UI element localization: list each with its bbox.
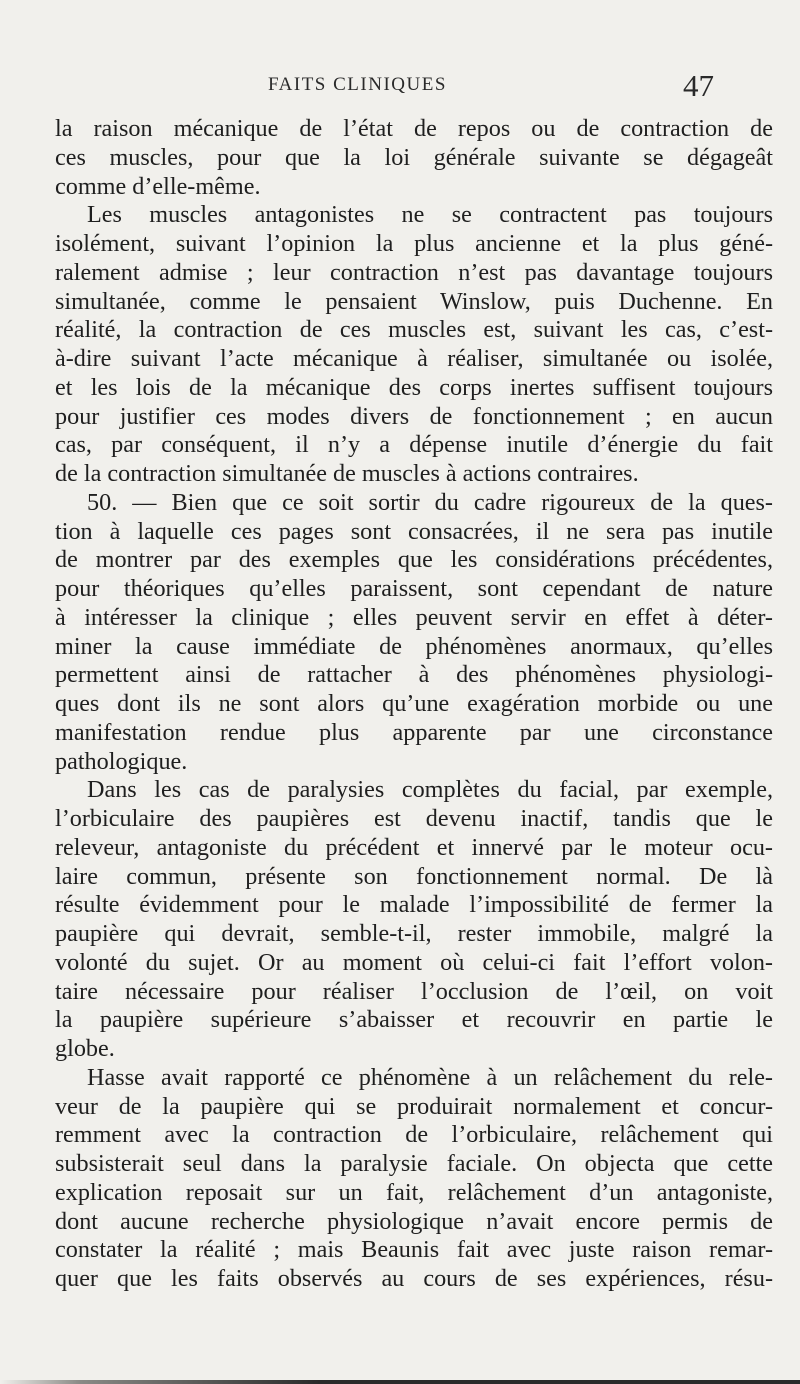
- text-line: l’orbiculaire des paupières est devenu inactif, tandis que le: [55, 805, 773, 832]
- text-line: 50. — Bien que ce soit sortir du cadre rigoureux de la ques-: [87, 488, 773, 516]
- text-line: comme d’elle-même.: [55, 172, 261, 200]
- text-line: pathologique.: [55, 747, 188, 775]
- text-line: paupière qui devrait, semble-t-il, rester immobile, malgré la: [55, 920, 773, 947]
- text-line: laire commun, présente son fonctionnement normal. De là: [55, 862, 773, 890]
- text-line: constater la réalité ; mais Beaunis fait avec juste raison remar-: [55, 1236, 773, 1264]
- text-line: pour justifier ces modes divers de fonctionnement ; en aucun: [55, 402, 773, 430]
- text-line: résulte évidemment pour le malade l’impossibilité de fermer la: [55, 891, 773, 919]
- text-line: isolément, suivant l’opinion la plus ancienne et la plus géné-: [55, 230, 773, 257]
- text-line: dont aucune recherche physiologique n’avait encore permis de: [55, 1207, 773, 1235]
- text-line: explication reposait sur un fait, relâchement d’un antagoniste,: [55, 1178, 773, 1206]
- text-line: volonté du sujet. Or au moment où celui-ci fait l’effort volon-: [55, 948, 773, 976]
- text-line: subsisterait seul dans la paralysie faciale. On objecta que cette: [55, 1150, 773, 1177]
- text-line: veur de la paupière qui se produirait normalement et concur-: [55, 1092, 773, 1120]
- text-line: de la contraction simultanée de muscles à actions contraires.: [55, 460, 639, 487]
- text-line: Les muscles antagonistes ne se contractent pas toujours: [87, 201, 773, 229]
- text-line: Hasse avait rapporté ce phénomène à un relâchement du rele-: [87, 1063, 773, 1091]
- text-line: de montrer par des exemples que les considérations précédentes,: [55, 546, 773, 574]
- text-line: globe.: [55, 1035, 115, 1062]
- text-line: taire nécessaire pour réaliser l’occlusion de l’œil, on voit: [55, 977, 773, 1005]
- scan-edge-rule: [0, 1380, 800, 1384]
- text-line: à intéresser la clinique ; elles peuvent servir en effet à déter-: [55, 603, 773, 631]
- body-text: [55, 115, 773, 1294]
- text-line: la raison mécanique de l’état de repos ou de contraction de: [55, 115, 773, 142]
- text-line: Dans les cas de paralysies complètes du facial, par exemple,: [87, 776, 773, 804]
- page-number: 47: [683, 68, 714, 103]
- text-line: cas, par conséquent, il n’y a dépense inutile d’énergie du fait: [55, 431, 773, 459]
- text-line: à-dire suivant l’acte mécanique à réaliser, simultanée ou isolée,: [55, 345, 773, 372]
- text-line: tion à laquelle ces pages sont consacrées, il ne sera pas inutile: [55, 517, 773, 545]
- text-line: ces muscles, pour que la loi générale suivante se dégageât: [55, 143, 773, 171]
- text-line: réalité, la contraction de ces muscles est, suivant les cas, c’est-: [55, 316, 773, 344]
- text-line: miner la cause immédiate de phénomènes anormaux, qu’elles: [55, 632, 773, 660]
- page-header: [0, 68, 800, 114]
- text-line: ques dont ils ne sont alors qu’une exagération morbide ou une: [55, 690, 773, 717]
- text-line: ralement admise ; leur contraction n’est pas davantage toujours: [55, 258, 773, 286]
- text-line: remment avec la contraction de l’orbiculaire, relâchement qui: [55, 1121, 773, 1149]
- text-line: permettent ainsi de rattacher à des phénomènes physiologi-: [55, 661, 773, 689]
- text-line: manifestation rendue plus apparente par une circonstance: [55, 718, 773, 746]
- text-line: simultanée, comme le pensaient Winslow, puis Duchenne. En: [55, 287, 773, 315]
- text-line: quer que les faits observés au cours de ses expériences, résu-: [55, 1265, 773, 1292]
- text-line: releveur, antagoniste du précédent et innervé par le moteur ocu-: [55, 833, 773, 861]
- text-line: la paupière supérieure s’abaisser et recouvrir en partie le: [55, 1006, 773, 1034]
- running-title: FAITS CLINIQUES: [268, 74, 447, 95]
- text-line: et les lois de la mécanique des corps inertes suffisent toujours: [55, 373, 773, 401]
- text-line: pour théoriques qu’elles paraissent, sont cependant de nature: [55, 575, 773, 602]
